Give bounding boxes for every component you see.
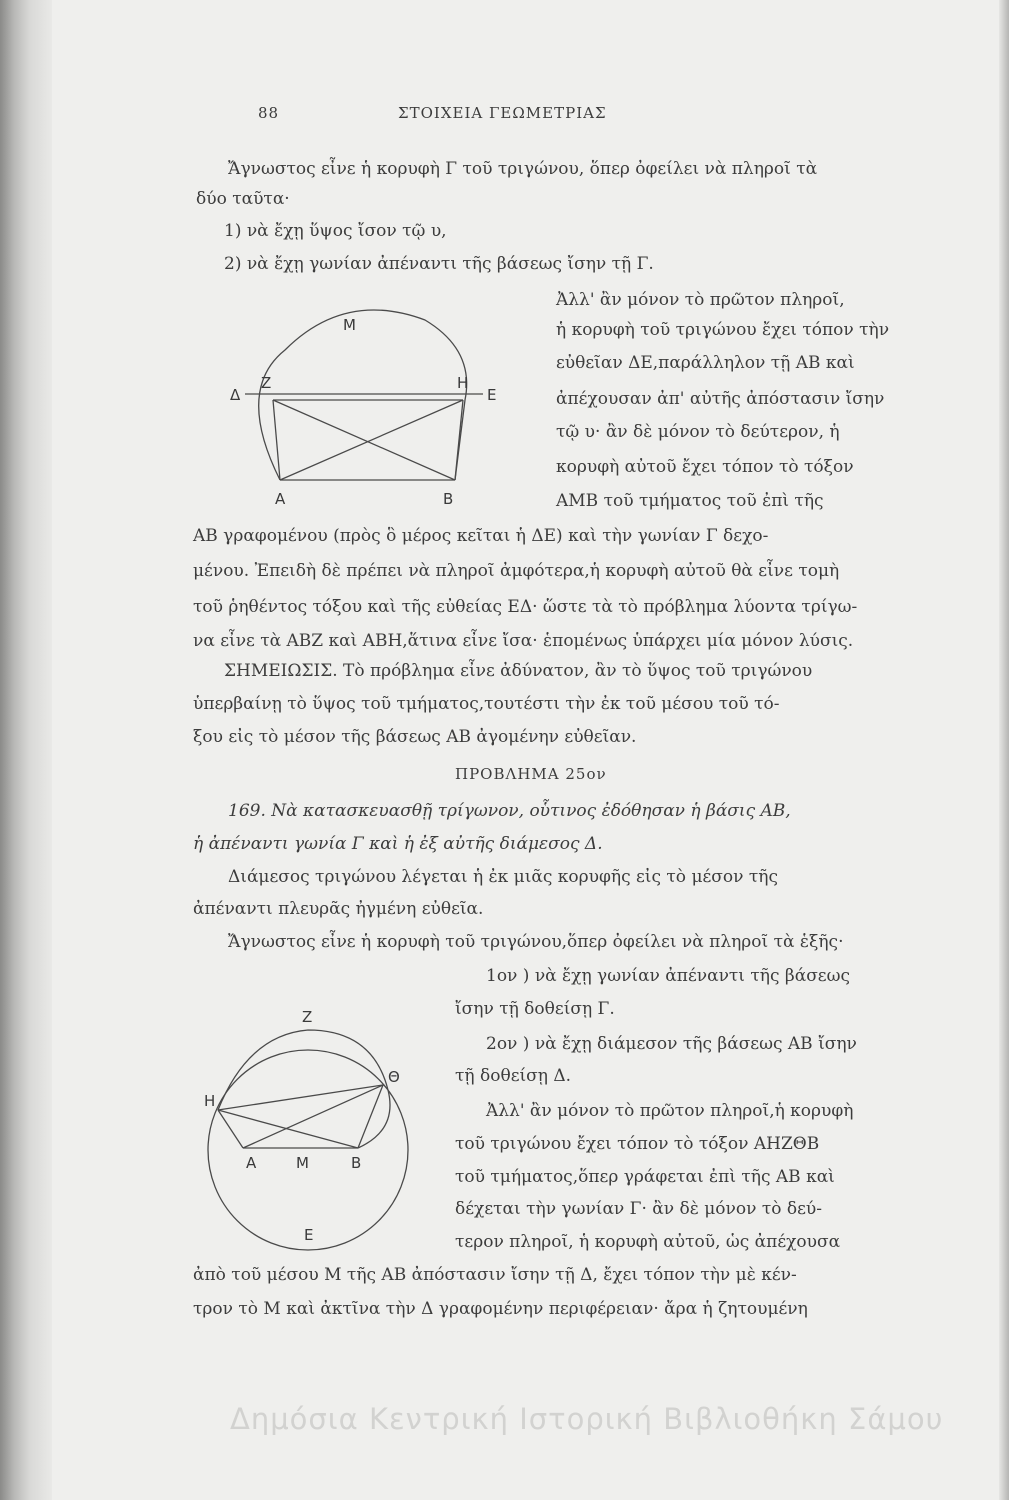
text-line: μένου. Ἐπειδὴ δὲ πρέπει νὰ πληροῖ ἀμφότερα,ἡ κορυφὴ αὐτοῦ θὰ εἶνε τομὴ bbox=[193, 561, 840, 581]
text-line: τρον τὸ Μ καὶ ἀκτῖνα τὴν Δ γραφομένην περιφέρειαν· ἄρα ἡ ζητουμένη bbox=[193, 1299, 808, 1319]
circle-center-m bbox=[208, 1050, 408, 1250]
arc-ahzthb bbox=[218, 1030, 390, 1148]
problem-statement: 169. Νὰ κατασκευασθῇ τρίγωνον, οὗτινος ἐδόθησαν ἡ βάσις ΑΒ, bbox=[228, 801, 791, 821]
text-line: εὐθεῖαν ΔΕ,παράλληλον τῇ ΑΒ καὶ bbox=[556, 353, 855, 373]
label-h: Η bbox=[204, 1092, 216, 1110]
label-e: Ε bbox=[487, 386, 497, 404]
text-line: ἀπὸ τοῦ μέσου Μ τῆς ΑΒ ἀπόστασιν ἴσην τῇ Δ, ἔχει τόπον τὴν μὲ κέν- bbox=[193, 1265, 797, 1285]
figure-1-triangle-locus bbox=[225, 290, 545, 510]
figure-2-median-locus bbox=[198, 1000, 438, 1260]
arc-amb bbox=[259, 310, 467, 480]
text-line: ΑΒ γραφομένου (πρὸς ὃ μέρος κεῖται ἡ ΔΕ) καὶ τὴν γωνίαν Γ δεχο- bbox=[193, 526, 769, 546]
text-line: δέχεται τὴν γωνίαν Γ· ἂν δὲ μόνον τὸ δεύ- bbox=[455, 1199, 823, 1219]
text-line: Ἀλλ' ἂν μόνον τὸ πρῶτον πληροῖ, bbox=[556, 290, 845, 310]
text-line: 2) νὰ ἔχῃ γωνίαν ἀπέναντι τῆς βάσεως ἴσην τῇ Γ. bbox=[224, 254, 654, 274]
problem-title: ΠΡΟΒΛΗΜΑ 25ον bbox=[455, 765, 607, 783]
problem-statement: ἡ ἀπέναντι γωνία Γ καὶ ἡ ἐξ αὐτῆς διάμεσος Δ. bbox=[193, 834, 603, 854]
note-line: ξου εἰς τὸ μέσον τῆς βάσεως ΑΒ ἀγομένην εὐθεῖαν. bbox=[193, 727, 637, 747]
text-line: Ἄγνωστος εἶνε ἡ κορυφὴ τοῦ τριγώνου,ὅπερ ὀφείλει νὰ πληροῖ τὰ ἑξῆς· bbox=[228, 932, 844, 952]
label-m: Μ bbox=[296, 1154, 309, 1172]
library-watermark: Δημόσια Κεντρική Ιστορική Βιβλιοθήκη Σάμου bbox=[230, 1402, 944, 1436]
text-line: ἀπέχουσαν ἀπ' αὐτῆς ἀπόστασιν ἴσην bbox=[556, 389, 885, 409]
running-title: ΣΤΟΙΧΕΙΑ ΓΕΩΜΕΤΡΙΑΣ bbox=[398, 104, 607, 122]
page-number: 88 bbox=[258, 104, 280, 122]
text-line: τῇ δοθείσῃ Δ. bbox=[455, 1066, 572, 1086]
label-delta: Δ bbox=[230, 386, 241, 404]
text-line: 2ον ) νὰ ἔχῃ διάμεσον τῆς βάσεως ΑΒ ἴσην bbox=[486, 1034, 857, 1054]
label-m: Μ bbox=[343, 316, 356, 334]
label-e: Ε bbox=[304, 1226, 314, 1244]
text-line: ΑΜΒ τοῦ τμήματος τοῦ ἐπὶ τῆς bbox=[556, 491, 824, 511]
label-z: Ζ bbox=[302, 1008, 313, 1026]
text-line: ἴσην τῇ δοθείσῃ Γ. bbox=[455, 999, 615, 1019]
side-ha bbox=[280, 400, 463, 480]
note-line: ΣΗΜΕΙΩΣΙΣ. Τὸ πρόβλημα εἶνε ἀδύνατον, ἂν τὸ ὕψος τοῦ τριγώνου bbox=[224, 661, 813, 681]
text-line: τοῦ τριγώνου ἔχει τόπον τὸ τόξον ΑΗΖΘΒ bbox=[455, 1134, 820, 1154]
text-line: 1) νὰ ἔχῃ ὕψος ἴσον τῷ υ, bbox=[224, 221, 447, 241]
text-line: Ἀλλ' ἂν μόνον τὸ πρῶτον πληροῖ,ἡ κορυφὴ bbox=[486, 1101, 854, 1121]
page-edge-shadow bbox=[999, 0, 1009, 1500]
note-line: ὑπερβαίνῃ τὸ ὕψος τοῦ τμήματος,τουτέστι τὴν ἐκ τοῦ μέσου τοῦ τό- bbox=[193, 694, 780, 714]
definition-line: ἀπέναντι πλευρᾶς ἠγμένη εὐθεῖα. bbox=[193, 899, 484, 919]
text-line: κορυφὴ αὐτοῦ ἔχει τόπον τὸ τόξον bbox=[556, 457, 854, 477]
page-binding-shadow bbox=[0, 0, 52, 1500]
label-b: Β bbox=[443, 490, 454, 508]
text-line: Ἄγνωστος εἶνε ἡ κορυφὴ Γ τοῦ τριγώνου, ὅπερ ὀφείλει νὰ πληροῖ τὰ bbox=[228, 159, 818, 179]
label-b: Β bbox=[351, 1154, 362, 1172]
text-line: τερον πληροῖ, ἡ κορυφὴ αὐτοῦ, ὡς ἀπέχουσα bbox=[455, 1232, 841, 1252]
text-line: τοῦ ῥηθέντος τόξου καὶ τῆς εὐθείας ΕΔ· ὥστε τὰ τὸ πρόβλημα λύοντα τρίγω- bbox=[193, 597, 858, 617]
side-hb bbox=[455, 400, 463, 480]
text-line: τοῦ τμήματος,ὅπερ γράφεται ἐπὶ τῆς ΑΒ καὶ bbox=[455, 1167, 835, 1187]
chord-h-theta bbox=[218, 1085, 383, 1110]
definition-line: Διάμεσος τριγώνου λέγεται ἡ ἐκ μιᾶς κορυφῆς εἰς τὸ μέσον τῆς bbox=[228, 867, 778, 887]
text-line: να εἶνε τὰ ΑΒΖ καὶ ΑΒΗ,ἅτινα εἶνε ἴσα· ἑπομένως ὑπάρχει μία μόνον λύσις. bbox=[193, 631, 854, 651]
text-line: ἡ κορυφὴ τοῦ τριγώνου ἔχει τόπον τὴν bbox=[556, 320, 890, 340]
text-line: δύο ταῦτα· bbox=[196, 189, 290, 209]
label-theta: Θ bbox=[388, 1068, 400, 1086]
side-zb bbox=[273, 400, 455, 480]
label-h: Η bbox=[457, 374, 469, 392]
label-a: Α bbox=[246, 1154, 257, 1172]
label-a: Α bbox=[275, 490, 286, 508]
text-line: τῷ υ· ἂν δὲ μόνον τὸ δεύτερον, ἡ bbox=[556, 422, 840, 442]
label-z: Ζ bbox=[261, 374, 272, 392]
text-line: 1ον ) νὰ ἔχῃ γωνίαν ἀπέναντι τῆς βάσεως bbox=[486, 966, 850, 986]
